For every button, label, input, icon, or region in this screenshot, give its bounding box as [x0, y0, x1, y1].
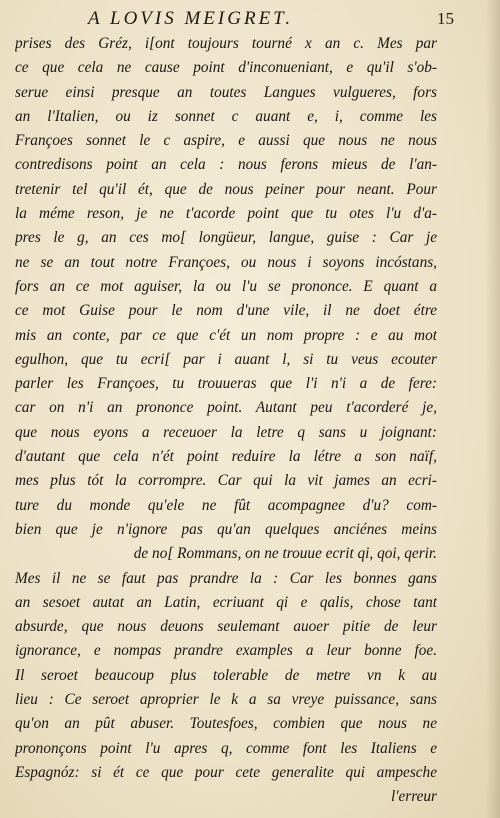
text-line: la méme reson, je ne t'acorde point que tu otes l'u d'a- — [15, 205, 437, 223]
text-line: ce mot Guise pour le nom d'une vile, il ne doet étre — [15, 302, 437, 320]
text-line: egulhon, que tu ecri[ par i auant l, si tu veus ecouter — [15, 350, 437, 368]
text-line: lieu : Ce seroet aproprier le k a sa vreye puissance, sans — [15, 691, 437, 709]
text-line: fors an ce mot aguiser, la ou l'u se prononce. E quant a — [15, 277, 437, 295]
page-edge-shadow — [486, 0, 500, 818]
text-line: contredisons point an cela : nous ferons mieus de l'an- — [15, 156, 437, 174]
text-line: pres le g, an ces mo[ longüeur, langue, guise : Car je — [15, 229, 437, 247]
text-line: Mes il ne se faut pas prandre la : Car les bonnes gans — [15, 569, 437, 587]
text-line: mis an conte, par ce que c'ét un nom propre : e au mot — [15, 326, 437, 344]
running-title: A LOVIS MEIGRET. — [88, 8, 294, 29]
text-line: que nous eyons a receuoer la letre q sans u joignant: — [15, 423, 437, 441]
text-line: prises des Gréz, i[ont toujours tourné x an c. Mes par — [15, 35, 437, 52]
text-line: an l'Italien, ou iz sonnet c auant e, i, comme les — [15, 107, 437, 125]
text-line: an sesoet autat an Latin, ecriuant qi e qalis, chose tant — [15, 593, 437, 611]
text-line: Il seroet beaucoup plus tolerable de metre vn k au — [15, 666, 437, 684]
body-text — [15, 32, 437, 810]
text-line: mes plus tót la corrompre. Car qui la vit james an ecri- — [15, 472, 437, 490]
text-line: absurde, que nous deuons seulemant auoer pitie de leur — [15, 618, 437, 636]
text-line: ignorance, e nompas prandre examples a leur bonne foe. — [15, 642, 437, 660]
text-line: d'autant que cela n'ét point reduire la létre a son naïf, — [15, 448, 437, 466]
running-head — [0, 4, 500, 32]
text-line: Espagnóz: si ét ce que pour cete generalite qui ampesche — [15, 763, 437, 781]
text-line: car on n'i an prononce point. Autant peu t'acorderé je, — [15, 399, 437, 417]
text-line: bien que je n'ignore pas qu'an quelques anciénes meins — [15, 520, 437, 538]
page-number: 15 — [437, 9, 454, 28]
text-line: ne se an tout notre Françoes, ou nous i soyons incóstans, — [15, 253, 437, 271]
text-line: serue einsi presque an toutes Langues vulgueres, fors — [15, 83, 437, 101]
text-line: tretenir tel qu'il ét, que de nous peiner pour neant. Pour — [15, 180, 437, 198]
text-line: prononçons point l'u apres q, comme font les Italiens e — [15, 739, 437, 757]
catchword: l'erreur — [390, 788, 437, 806]
text-line: qu'on an pût abuser. Toutesfoes, combien que nous ne — [15, 715, 437, 733]
text-line: ture du monde qu'ele ne fût acompagnee d'u? com- — [15, 496, 437, 514]
text-line: ce que cela ne cause point d'inconueniant, e qu'il s'ob- — [15, 59, 437, 77]
text-line: Françoes sonnet le c aspire, e aussi que nous ne nous — [15, 132, 437, 150]
text-line: parler les Françoes, tu trouueras que l'i n'i a de fere: — [15, 375, 437, 393]
text-line: de no[ Rommans, on ne trouue ecrit qi, qoi, qerir. — [133, 545, 437, 563]
